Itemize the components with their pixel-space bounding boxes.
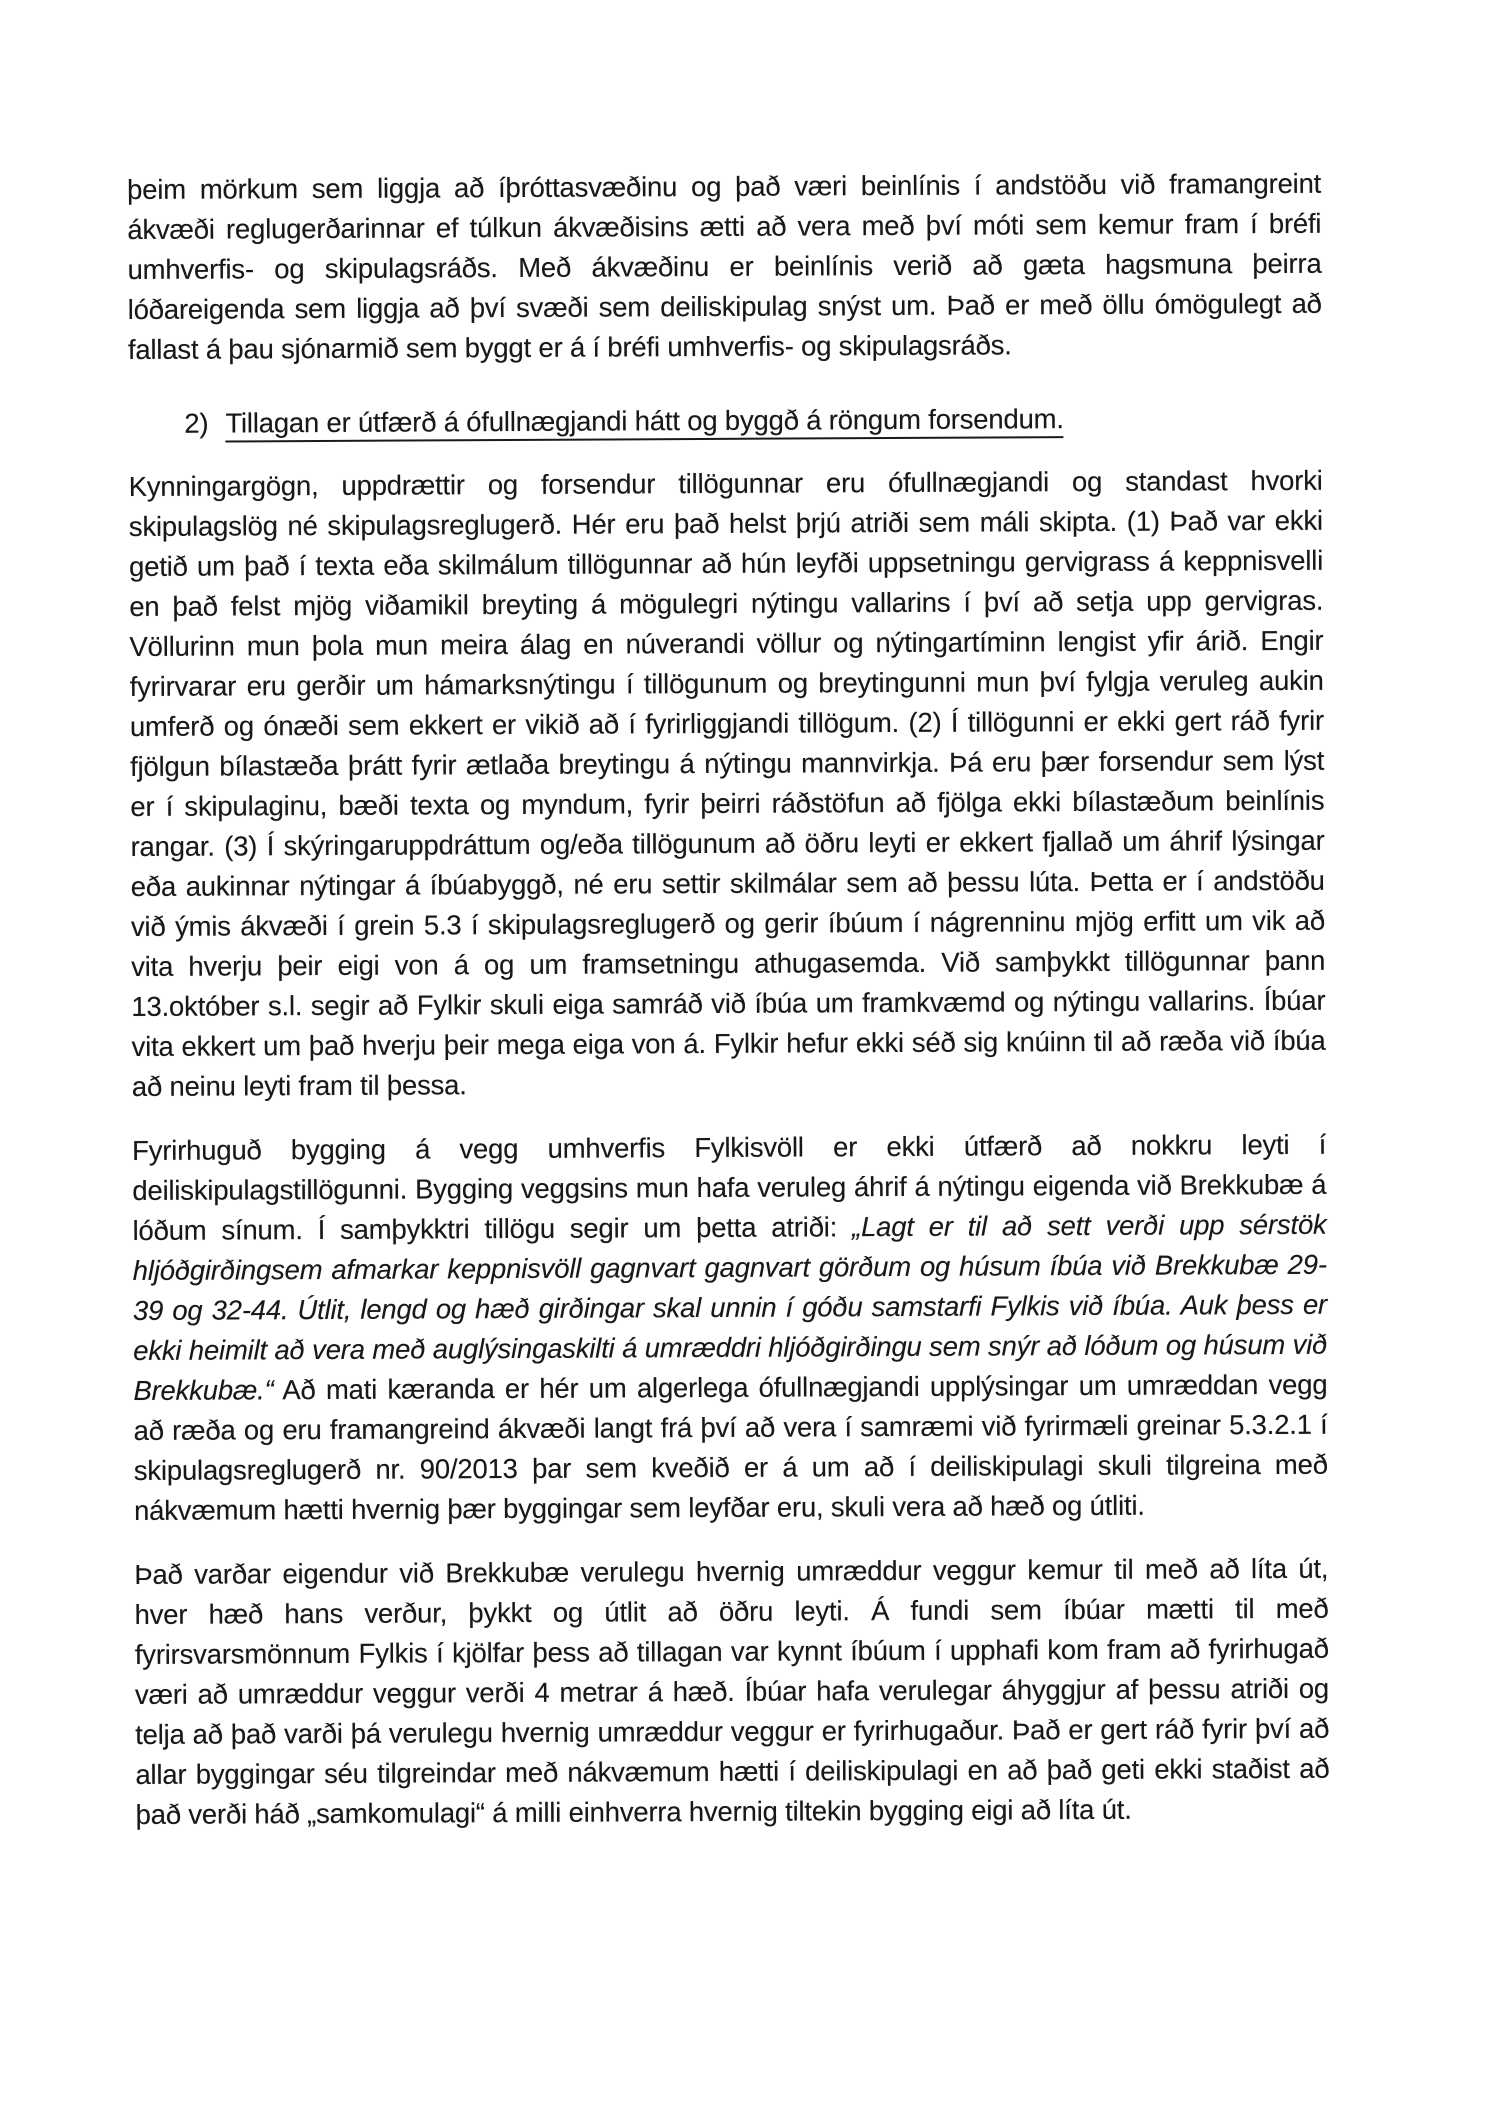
body-paragraph-2: Kynningargögn, uppdrættir og forsendur tillögunnar eru ófullnægjandi og standast hvorki skipulagslög né skipulagsreglugerð. Hér eru það helst þrjú atriði sem máli skipta. (1) Það var ekki getið um það í texta eða skilmálum tillögunnar að hún leyfði uppsetningu gervigrass á keppnisvelli en það felst mjög viðamikil breyting á mögulegri nýtingu vallarins í því að setja upp gervigras. Völlurinn mun þola mun meira álag en núverandi völlur og nýtingartíminn lengist yfir árið. Engir fyrirvarar eru gerðir um hámarksnýtingu í tillögunum og breytingunni mun því fylgja veruleg aukin umferð og ónæði sem ekkert er vikið að í fyrirliggjandi tillögum. (2) Í tillögunni er ekki gert ráð fyrir fjölgun bílastæða þrátt fyrir ætlaða breytingu á nýtingu mannvirkja. Þá eru þær forsendur sem lýst er í skipulaginu, bæði texta og myndum, fyrir þeirri ráðstöfun að fjölga ekki bílastæðum beinlínis rangar. (3) Í skýringaruppdráttum og/eða tillögunum að öðru leyti er ekkert fjallað um áhrif lýsingar eða aukinnar nýtingar á íbúabyggð, né eru settir skilmálar sem að þessu lúta. Þetta er í andstöðu við ýmis ákvæði í grein 5.3 í skipulagsreglugerð og gerir íbúum í nágrenninu mjög erfitt um vik að vita hverju þeir eigi von á og um framsetningu athugasemda. Við samþykkt tillögunnar þann 13.október s.l. segir að Fylkir skuli eiga samráð við íbúa um framkvæmd og nýtingu vallarins. Íbúar vita ekkert um það hverju þeir mega eiga von á. Fylkir hefur ekki séð sig knúinn til að ræða við íbúa að neinu leyti fram til þessa. [128,464,1326,1102]
heading-title: Tillagan er útfærð á ófullnægjandi hátt og byggð á röngum forsendum. [225,403,1064,442]
body-paragraph-4: Það varðar eigendur við Brekkubæ verulegu hvernig umræddur veggur kemur til með að líta út, hver hæð hans verður, þykkt og útlit að öðru leyti. Á fundi sem íbúar mætti til með fyrirsvarsmönnum Fylkis í kjölfar þess að tillagan var kynnt íbúum í upphafi kom fram að fyrirhugað væri að umræddur veggur verði 4 metrar á hæð. Íbúar hafa verulegar áhyggjur af þessu atriði og telja að það varði þá verulegu hvernig umræddur veggur er fyrirhugaður. Það er gert ráð fyrir því að allar byggingar séu tilgreindar með nákvæmum hætti í deiliskipulagi en að það geti ekki staðist að það verði háð „samkomulagi“ á milli einhverra hvernig tiltekin bygging eigi að líta út. [134,1552,1330,1830]
heading-number: 2) [184,407,209,439]
body-paragraph-3 [132,1125,1328,1531]
page-content [127,164,1330,1835]
paragraph-3-tail: Að mati kæranda er hér um algerlega ófullnægjandi upplýsingar um umræddan vegg að ræða og eru framangreind ákvæði langt frá því að vera í samræmi við fyrirmæli greinar 5.3.2.1 í skipulagsreglugerð nr. 90/2013 þar sem kveðið er á um að í deiliskipulagi skuli tilgreina með nákvæmum hætti hvernig þær byggingar sem leyfðar eru, skuli vera að hæð og útliti. [133,1368,1328,1526]
paragraph-3-lead: Fyrirhuguð bygging á vegg umhverfis Fylkisvöll er ekki útfærð að nokkru leyti í deiliskipulagstillögunni. Bygging veggsins mun hafa veruleg áhrif á nýtingu eigenda við Brekkubæ á lóðum sínum. Í samþykktri tillögu segir um þetta atriði: [132,1128,1327,1246]
body-paragraph-1: þeim mörkum sem liggja að íþróttasvæðinu og það væri beinlínis í andstöðu við framangreint ákvæði reglugerðarinnar ef túlkun ákvæðisins ætti að vera með því móti sem kemur fram í bréfi umhverfis- og skipulagsráðs. Með ákvæðinu er beinlínis verið að gæta hagsmuna þeirra lóðareigenda sem liggja að því svæði sem deiliskipulag snýst um. Það er með öllu ómögulegt að fallast á þau sjónarmið sem byggt er á í bréfi umhverfis- og skipulagsráðs. [127,167,1322,365]
inline-quote: „Lagt er til að sett verði upp sérstök hljóðgirðingsem afmarkar keppnisvöll gagnvart gagnvart görðum og húsum íbúa við Brekkubæ 29-39 og 32-44. Útlit, lengd og hæð girðingar skal unnin í góðu samstarfi Fylkis við íbúa. Auk þess er ekki heimilt að vera með auglýsingaskilti á umræddri hljóðgirðingu sem snýr að lóðum og húsum við Brekkubæ.“ [132,1208,1328,1406]
section-heading [128,398,1322,444]
